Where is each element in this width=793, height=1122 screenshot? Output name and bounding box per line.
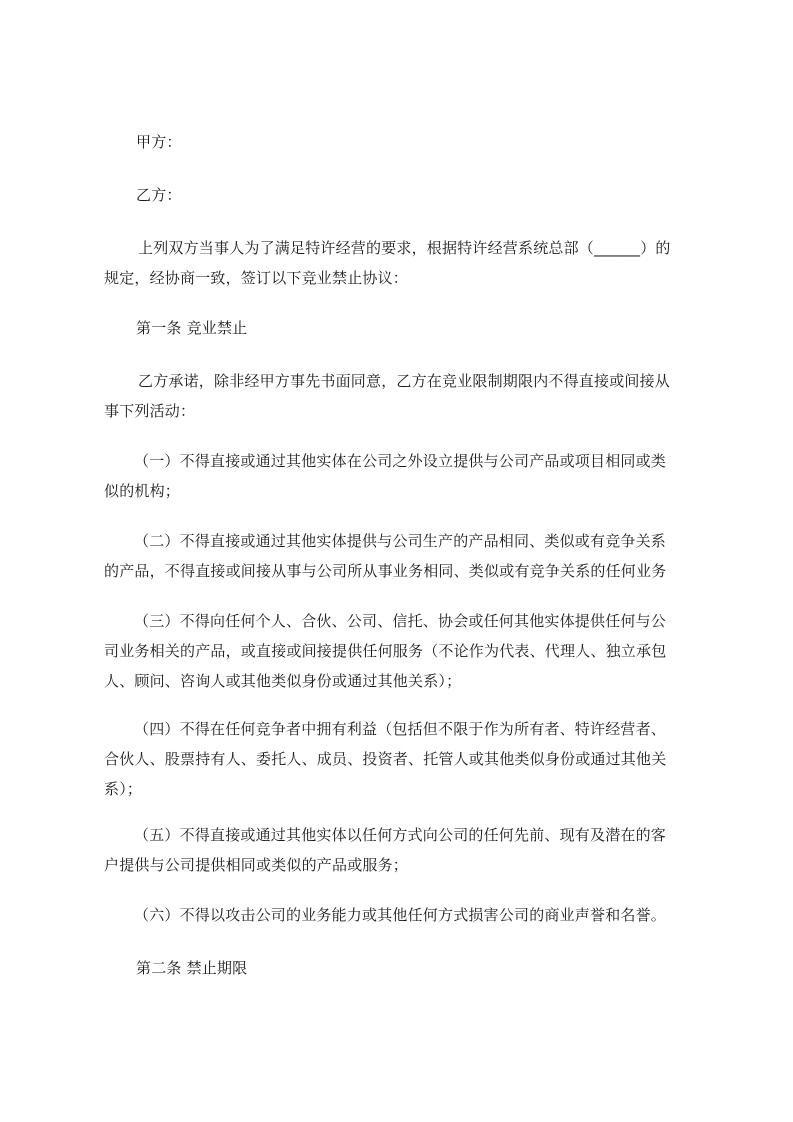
item-2-paragraph	[104, 526, 704, 586]
item-6-line-1: （六）不得以攻击公司的业务能力或其他任何方式损害公司的商业声誉和名誉。	[134, 906, 667, 924]
item-5-line-2: 户提供与公司提供相同或类似的产品或服务；	[104, 856, 409, 874]
item-4-line-1: （四）不得在任何竞争者中拥有利益（包括但不限于作为所有者、特许经营者、	[134, 720, 667, 738]
party-b-label: 乙方：	[136, 186, 182, 204]
item-4-paragraph	[104, 714, 704, 804]
item-6-paragraph	[104, 900, 704, 930]
item-3-paragraph	[104, 606, 704, 696]
article-1-intro-line-2: 事下列活动：	[104, 402, 196, 420]
article-1-intro-line-1: 乙方承诺，除非经甲方事先书面同意，乙方在竞业限制期限内不得直接或间接从	[138, 372, 671, 390]
article-1-title: 第一条 竞业禁止	[136, 319, 248, 337]
intro-paragraph	[104, 233, 704, 293]
item-1-line-2: 似的机构；	[104, 482, 181, 500]
item-2-line-2: 的产品，不得直接或间接从事与公司所从事业务相同、类似或有竞争关系的任何业务	[104, 562, 667, 580]
item-5-line-1: （五）不得直接或通过其他实体以任何方式向公司的任何先前、现有及潜在的客	[134, 826, 667, 844]
item-3-line-2: 司业务相关的产品，或直接或间接提供任何服务（不论作为代表、代理人、独立承包	[104, 642, 667, 660]
item-4-line-3: 系）；	[104, 780, 143, 798]
item-2-line-1: （二）不得直接或通过其他实体提供与公司生产的产品相同、类似或有竞争关系	[134, 532, 667, 550]
article-2-title: 第二条 禁止期限	[136, 959, 248, 977]
item-3-line-1: （三）不得向任何个人、合伙、公司、信托、协会或任何其他实体提供任何与公	[134, 612, 667, 630]
party-a-label: 甲方：	[136, 133, 182, 151]
item-3-line-3: 人、顾问、咨询人或其他类似身份或通过其他关系）；	[104, 672, 462, 690]
item-1-paragraph	[104, 446, 704, 506]
item-4-line-2: 合伙人、股票持有人、委托人、成员、投资者、托管人或其他类似身份或通过其他关	[104, 750, 667, 768]
article-1-intro-paragraph	[104, 366, 704, 426]
intro-line-1: 上列双方当事人为了满足特许经营的要求，根据特许经营系统总部（______）的	[138, 239, 671, 257]
item-5-paragraph	[104, 820, 704, 880]
item-1-line-1: （一）不得直接或通过其他实体在公司之外设立提供与公司产品或项目相同或类	[134, 452, 667, 470]
intro-line-2: 规定，经协商一致，签订以下竞业禁止协议：	[104, 269, 409, 287]
